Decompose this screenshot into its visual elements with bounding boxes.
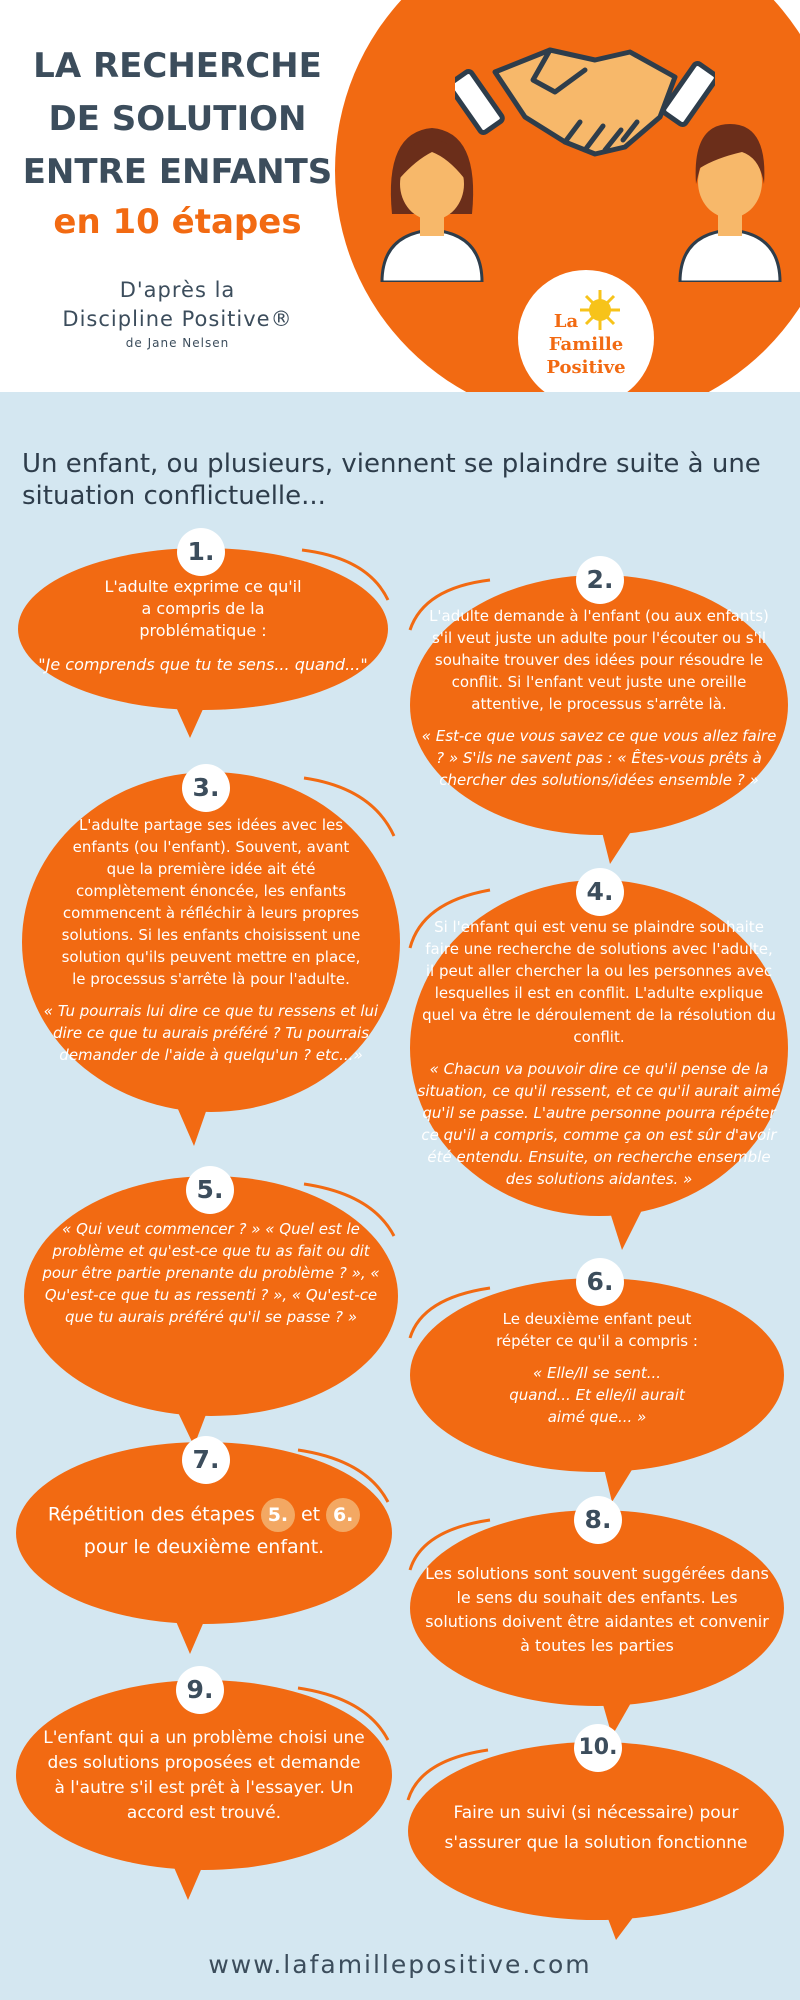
step-10-arc [402, 1744, 492, 1804]
intro-text: Un enfant, ou plusieurs, viennent se plaindre suite à une situation conflictuelle... [22, 449, 761, 511]
step-3-text: L'adulte partage ses idées avec les enfants (ou l'enfant). Souvent, avant que la première idée ait été complètement énoncée, les enfants commencent à réfléchir à leurs propres solutions. Si les enfants choisissent une solution qu'ils peuvent mettre en place, le processus s'arrête là pour l'adulte. [61, 816, 361, 988]
step-9-number: 9. [176, 1666, 224, 1714]
step-6-text: Le deuxième enfant peut répéter ce qu'il a compris : [496, 1310, 698, 1350]
step-9-arc [294, 1682, 394, 1746]
step-8-number: 8. [574, 1496, 622, 1544]
step-8-text: Les solutions sont souvent suggérées dans le sens du souhait des enfants. Les solutions doivent être aidantes et convenir à toutes les parties [425, 1564, 769, 1655]
step-10-number: 10. [574, 1724, 622, 1772]
step-7-text: Répétition des étapes 5. et 6. pour le deuxième enfant. [16, 1498, 392, 1562]
step-1-text: L'adulte exprime ce qu'il a compris de la problématique : [104, 577, 302, 640]
step-3-quote: « Tu pourrais lui dire ce que tu ressens et lui dire ce que tu aurais préféré ? Tu pourrais demander de l'aide à quelqu'un ? etc...» [43, 1002, 379, 1064]
step-10-tail [604, 1908, 644, 1942]
step-9-text: L'enfant qui a un problème choisi une des solutions proposées et demande à l'autre s'il est prêt à l'essayer. Un accord est trouvé. [43, 1728, 365, 1823]
step-5-quote: « Qui veut commencer ? » « Quel est le problème et qu'est-ce que tu as fait ou dit pour être partie prenante du problème ? », « Qu'est-ce que tu as ressenti ? », « Qu'est-ce que tu aurais préféré qu'il se passe ? » [42, 1220, 380, 1326]
child-right-icon [676, 118, 784, 282]
step-6-quote: « Elle/Il se sent... quand... Et elle/il aurait aimé que... » [509, 1364, 685, 1426]
step-5-number: 5. [186, 1166, 234, 1214]
step-3-tail [174, 1100, 214, 1148]
credit-author: de Jane Nelsen [125, 336, 230, 350]
step-6-arc [404, 1282, 494, 1342]
step-2-text: L'adulte demande à l'enfant (ou aux enfants) s'il veut juste un adulte pour l'écouter ou s'il souhaite trouver des idées pour résoudre le conflit. Si l'enfant veut juste une oreille attentive, le processus s'arrête là. [429, 607, 769, 713]
step-2-arc [404, 574, 494, 634]
step-1-number: 1. [177, 528, 225, 576]
step-6-number: 6. [576, 1258, 624, 1306]
step-1-quote: "Je comprends que tu te sens... quand..." [38, 655, 368, 674]
step-4-arc [404, 884, 494, 954]
step-7-arc [294, 1444, 394, 1508]
header [0, 0, 800, 392]
step-4-quote: « Chacun va pouvoir dire ce qu'il pense de la situation, ce qu'il ressent, et ce qu'il aurait aimé qu'il se passe. L'autre personne pourra répéter ce qu'il a compris, comme ça on est sûr d'avoir été entendu. Ensuite, on recherche ensemble des solutions aidantes. » [417, 1060, 781, 1188]
step-4-text: Si l'enfant qui est venu se plaindre souhaite faire une recherche de solutions avec l'adulte, il peut aller chercher la ou les personnes avec lesquelles il est en conflit. L'adulte explique quel va être le déroulement de la résolution du conflit. [422, 918, 776, 1046]
step-2-tail [600, 824, 640, 866]
step-4-number: 4. [576, 868, 624, 916]
step-10-text: Faire un suivi (si nécessaire) pour s'assurer que la solution fonctionne [444, 1803, 748, 1853]
logo-text: La Famille Positive [546, 311, 626, 378]
step-3-arc [300, 772, 400, 842]
step-2-number: 2. [576, 556, 624, 604]
step-1-arc [298, 544, 394, 604]
step-7-tail [172, 1612, 212, 1656]
step-5-arc [300, 1178, 400, 1242]
credit: D'après la Discipline Positive® [62, 278, 293, 331]
step-9-tail [170, 1858, 210, 1902]
step-7-number: 7. [182, 1436, 230, 1484]
step-1-tail [172, 698, 212, 740]
step-8-arc [404, 1514, 494, 1574]
step-4-tail [608, 1206, 648, 1252]
child-left-icon [378, 122, 486, 282]
page-title: LA RECHERCHE DE SOLUTION ENTRE ENFANTS [22, 46, 333, 192]
step-3-number: 3. [182, 764, 230, 812]
page-subtitle: en 10 étapes [53, 202, 302, 242]
step-ref-5-badge: 5. [261, 1498, 295, 1532]
footer-url[interactable]: www.lafamillepositive.com [208, 1950, 592, 1979]
step-2-quote: « Est-ce que vous savez ce que vous allez faire ? » S'ils ne savent pas : « Êtes-vous prêts à chercher des solutions/idées ensemble ? » [421, 727, 777, 789]
step-ref-6-badge: 6. [326, 1498, 360, 1532]
